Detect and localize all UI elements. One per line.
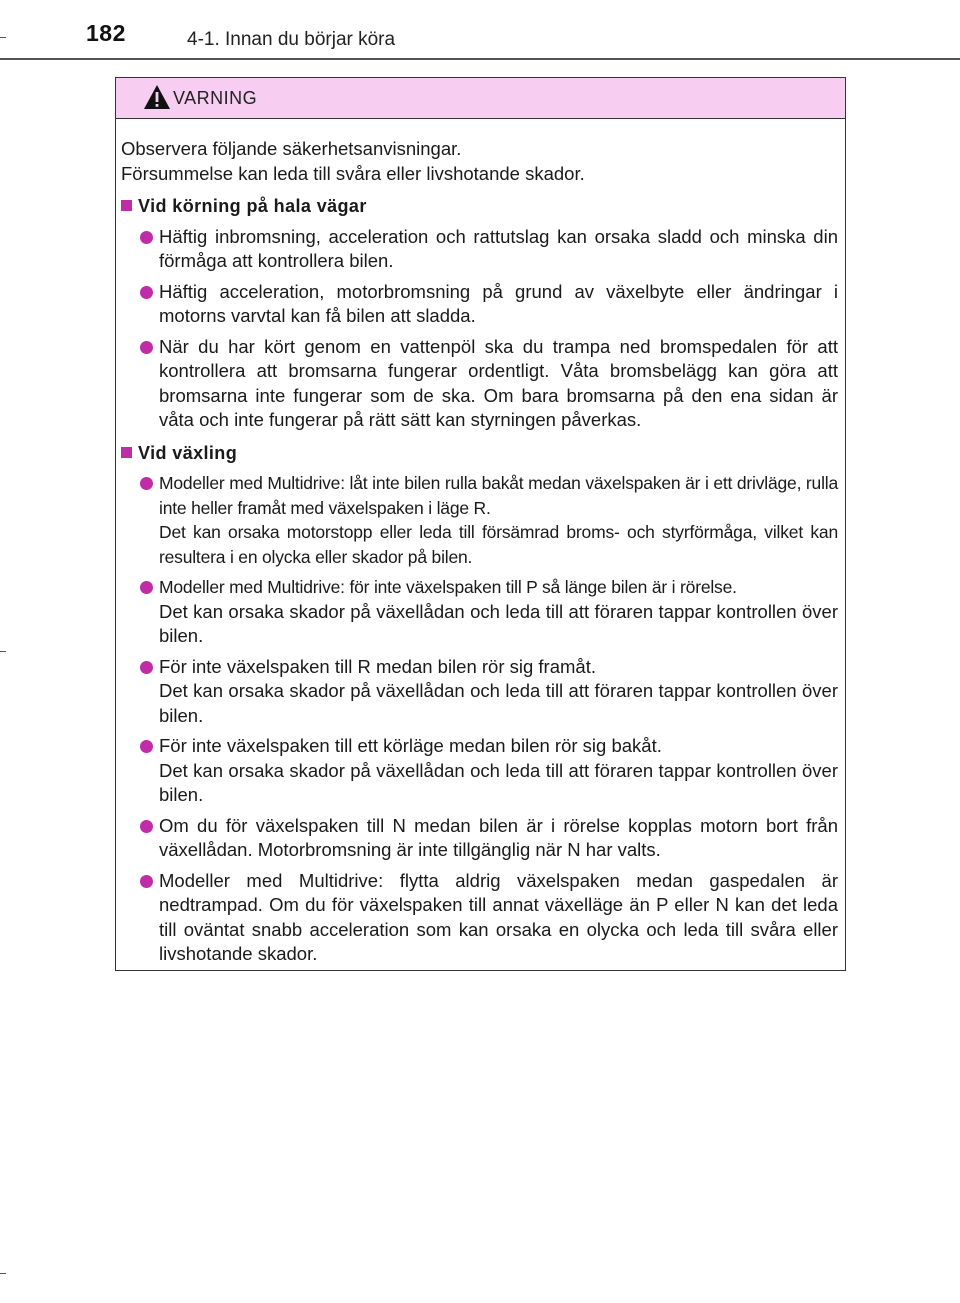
- square-bullet-icon: [121, 200, 132, 211]
- section-title: 4-1. Innan du börjar köra: [187, 29, 396, 50]
- round-bullet-icon: [140, 341, 153, 354]
- list-item-text: För inte växelspaken till R medan bilen rör sig framåt.: [159, 655, 596, 677]
- intro-line: Försummelse kan leda till svåra eller livshotande skador.: [121, 162, 585, 184]
- warning-header: [116, 78, 845, 119]
- list-item-text: När du har kört genom en vattenpöl ska du trampa ned bromspedalen för att kontrollera att bromsarna fungerar ordentligt. Våta bromsbelägg kan göra att bromsarna inte fungerar som de ska. Om bara bromsarna på den ena sidan är våta och inte fungerar på rätt sätt kan styrningen påverkas.: [159, 335, 838, 430]
- list-item-text: Det kan orsaka skador på växellådan och leda till att föraren tappar kontrollen över bilen.: [159, 680, 838, 726]
- list-item: [121, 655, 838, 729]
- round-bullet-icon: [140, 477, 153, 490]
- bullet-list-shifting: [121, 471, 838, 967]
- list-item: [121, 869, 838, 967]
- warning-box: [115, 77, 846, 971]
- crop-mark-bottom: [0, 1273, 6, 1274]
- list-item-text: Det kan orsaka motorstopp eller leda till försämrad broms- och styrförmåga, vilket kan resultera i en olycka eller skador på bilen.: [159, 522, 838, 567]
- list-item: [121, 575, 838, 649]
- page-header: [0, 0, 960, 62]
- round-bullet-icon: [140, 231, 153, 244]
- list-item: [121, 225, 838, 274]
- subsection-title: Vid växling: [138, 442, 238, 463]
- warning-intro: [121, 137, 838, 186]
- list-item-text: Häftig acceleration, motorbromsning på grund av växelbyte eller ändringar i motorns varvtal kan få bilen att sladda.: [159, 280, 838, 326]
- crop-mark-middle: [0, 651, 6, 652]
- warning-body: [116, 119, 845, 967]
- list-item-text: Det kan orsaka skador på växellådan och leda till att föraren tappar kontrollen över bilen.: [159, 600, 838, 646]
- subsection-heading-shifting: [121, 441, 838, 466]
- round-bullet-icon: [140, 286, 153, 299]
- bullet-list-slippery-roads: [121, 225, 838, 433]
- header-divider: [0, 58, 960, 60]
- list-item: [121, 471, 838, 569]
- list-item: [121, 734, 838, 808]
- warning-triangle-icon: [143, 84, 171, 110]
- page-number: 182: [86, 20, 126, 46]
- list-item-text: Modeller med Multidrive: för inte växelspaken till P så länge bilen är i rörelse.: [159, 577, 737, 597]
- list-item: [121, 280, 838, 329]
- list-item: [121, 335, 838, 433]
- list-item-text: Häftig inbromsning, acceleration och rattutslag kan orsaka sladd och minska din förmåga att kontrollera bilen.: [159, 225, 838, 271]
- list-item-text: Modeller med Multidrive: flytta aldrig växelspaken medan gaspedalen är nedtrampad. Om du för växelspaken till annat växelläge än P eller N kan det leda till oväntat snabb acceleration som kan orsaka en olycka och leda till svåra eller livshotande skador.: [159, 869, 838, 964]
- intro-line: Observera följande säkerhetsanvisningar.: [121, 138, 462, 159]
- round-bullet-icon: [140, 740, 153, 753]
- round-bullet-icon: [140, 661, 153, 674]
- round-bullet-icon: [140, 875, 153, 888]
- list-item-text: För inte växelspaken till ett körläge medan bilen rör sig bakåt.: [159, 735, 662, 756]
- square-bullet-icon: [121, 447, 132, 458]
- list-item: [121, 814, 838, 863]
- warning-label: VARNING: [173, 88, 258, 108]
- subsection-heading-slippery-roads: [121, 194, 838, 219]
- subsection-title: Vid körning på hala vägar: [138, 196, 367, 216]
- list-item-text: Det kan orsaka skador på växellådan och leda till att föraren tappar kontrollen över bilen.: [159, 759, 838, 805]
- list-item-text: Om du för växelspaken till N medan bilen är i rörelse kopplas motorn bort från växellådan. Motorbromsning är inte tillgänglig när N har valts.: [159, 814, 838, 860]
- round-bullet-icon: [140, 820, 153, 833]
- round-bullet-icon: [140, 581, 153, 594]
- list-item-text: Modeller med Multidrive: låt inte bilen rulla bakåt medan växelspaken är i ett drivläge, rulla inte heller framåt med växelspaken i läge R.: [159, 473, 838, 518]
